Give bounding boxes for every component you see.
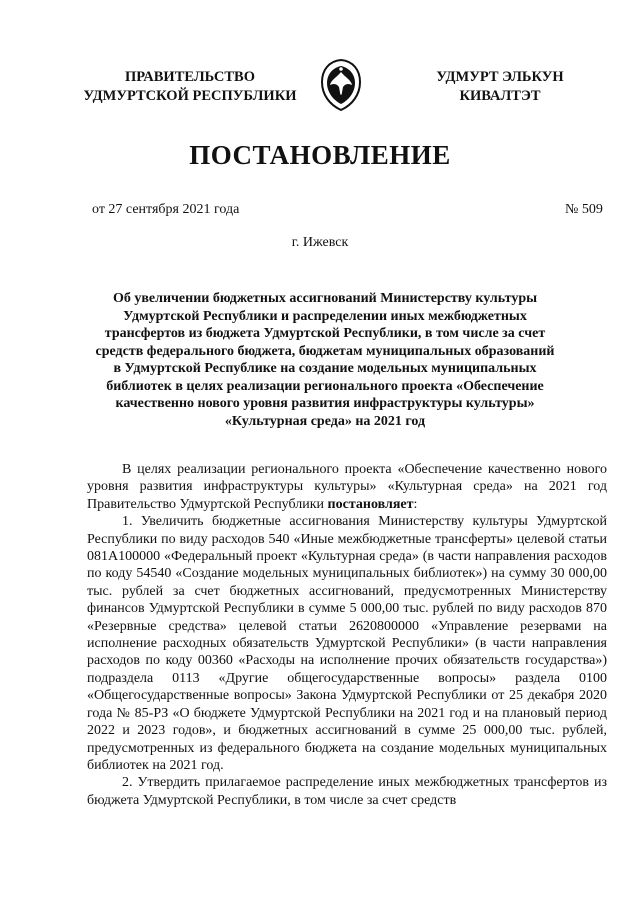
preamble-text: В целях реализации регионального проекта «Обеспечение качественно нового уровня развития инфраструктуры культуры» «Культурная среда» на 2021 год Правительство Удмуртской Республики (87, 462, 607, 512)
header-right-line2: КИВАЛТЭТ (459, 88, 541, 104)
document-number: № 509 (565, 202, 603, 217)
header-left (70, 68, 310, 106)
document-body (87, 461, 607, 809)
document-title: ПОСТАНОВЛЕНИЕ (189, 140, 451, 170)
coat-of-arms-icon (318, 58, 364, 112)
preamble-paragraph (87, 461, 607, 513)
document-city: г. Ижевск (291, 235, 349, 250)
preamble-strong: постановляет (327, 496, 414, 512)
header-left-line1: ПРАВИТЕЛЬСТВО (125, 69, 255, 85)
document-subject: Об увеличении бюджетных ассигнований Министерству культуры Удмуртской Республики и распределении иных межбюджетных трансфертов из бюджета Удмуртской Республики, в том числе за счет средств федерального бюджета, бюджетам муниципальных образований в Удмуртской Республике на создание модельных муниципальных библиотек в целях реализации регионального проекта «Обеспечение качественно нового уровня развития инфраструктуры культуры» «Культурная среда» на 2021 год (95, 291, 555, 429)
preamble-end: : (413, 496, 418, 512)
header-right (390, 68, 610, 106)
paragraph-2: 2. Утвердить прилагаемое распределение иных межбюджетных трансфертов из бюджета Удмуртской Республики, в том числе за счет средств (87, 775, 607, 808)
document-date: от 27 сентября 2021 года (92, 202, 240, 217)
header-right-line1: УДМУРТ ЭЛЬКУН (436, 69, 564, 85)
paragraph-1: 1. Увеличить бюджетные ассигнования Министерству культуры Удмуртской Республики по виду расходов 540 «Иные межбюджетные трансферты» целевой статьи 081А100000 «Федеральный проект «Культурная среда» (в части направления расходов по коду 54540 «Создание модельных муниципальных библиотек») на сумму 30 000,00 тыс. рублей за счет бюджетных ассигнований, предусмотренных Министерству финансов Удмуртской Республики в сумме 5 000,00 тыс. рублей по виду расходов 870 «Резервные средства» целевой статьи 2620800000 «Управление резервами на исполнение расходных обязательств Удмуртской Республики» (в части направления расходов по коду 00360 «Расходы на исполнение прочих обязательств государства») подраздела 0113 «Другие общегосударственные вопросы» раздела 0100 «Общегосударственные вопросы» Закона Удмуртской Республики от 25 декабря 2020 года № 85-РЗ «О бюджете Удмуртской Республики на 2021 год и на плановый период 2022 и 2023 годов», и бюджетных ассигнований в сумме 25 000,00 тыс. рублей, предусмотренных из федерального бюджета на создание модельных муниципальных библиотек на 2021 год. (87, 514, 607, 773)
header-left-line2: УДМУРТСКОЙ РЕСПУБЛИКИ (83, 88, 297, 104)
